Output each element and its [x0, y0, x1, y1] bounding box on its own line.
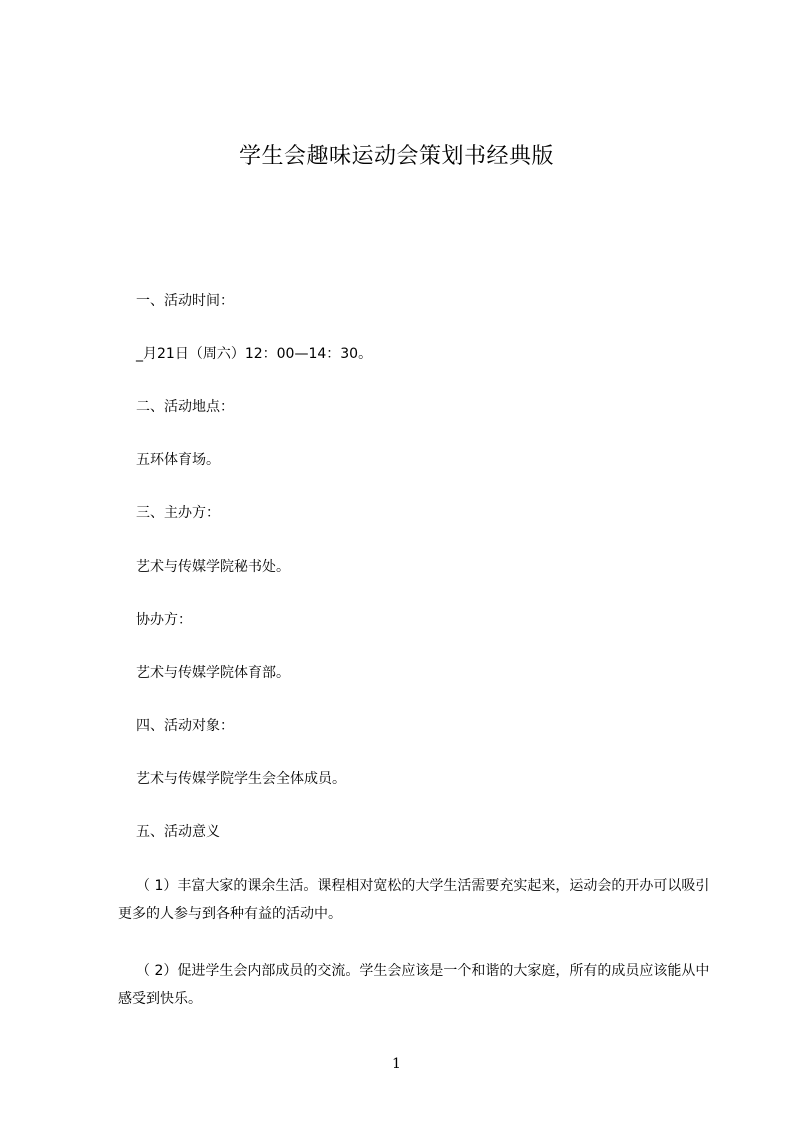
page-number: 1 [392, 1056, 401, 1072]
organizer-text: 艺术与传媒学院秘书处。 [136, 559, 290, 575]
activity-time-text: _月21日（周六）12：00—14：30。 [136, 346, 373, 362]
co-organizer-label: 协办方： [136, 612, 192, 628]
participants-text: 艺术与传媒学院学生会全体成员。 [136, 771, 346, 787]
section-heading-significance: 五、活动意义 [136, 824, 220, 840]
significance-paragraph-1-text: （ 1）丰富大家的课余生活。课程相对宽松的大学生活需要充实起来，运动会的开办可以吸引更多的人参与到各种有益的活动中。 [118, 878, 710, 922]
section-heading-participants: 四、活动对象： [136, 718, 234, 734]
section-heading-time: 一、活动时间： [136, 293, 234, 309]
significance-paragraph-2-text: （ 2）促进学生会内部成员的交流。学生会应该是一个和谐的大家庭，所有的成员应该能从中感受到快乐。 [118, 963, 710, 1007]
section-heading-location: 二、活动地点： [136, 399, 234, 415]
significance-paragraph-1 [118, 872, 718, 928]
co-organizer-text: 艺术与传媒学院体育部。 [136, 665, 290, 681]
section-heading-organizer: 三、主办方： [136, 505, 220, 521]
document-title: 学生会趣味运动会策划书经典版 [238, 144, 554, 169]
activity-location-text: 五环体育场。 [136, 452, 220, 468]
significance-paragraph-2 [118, 957, 718, 1013]
